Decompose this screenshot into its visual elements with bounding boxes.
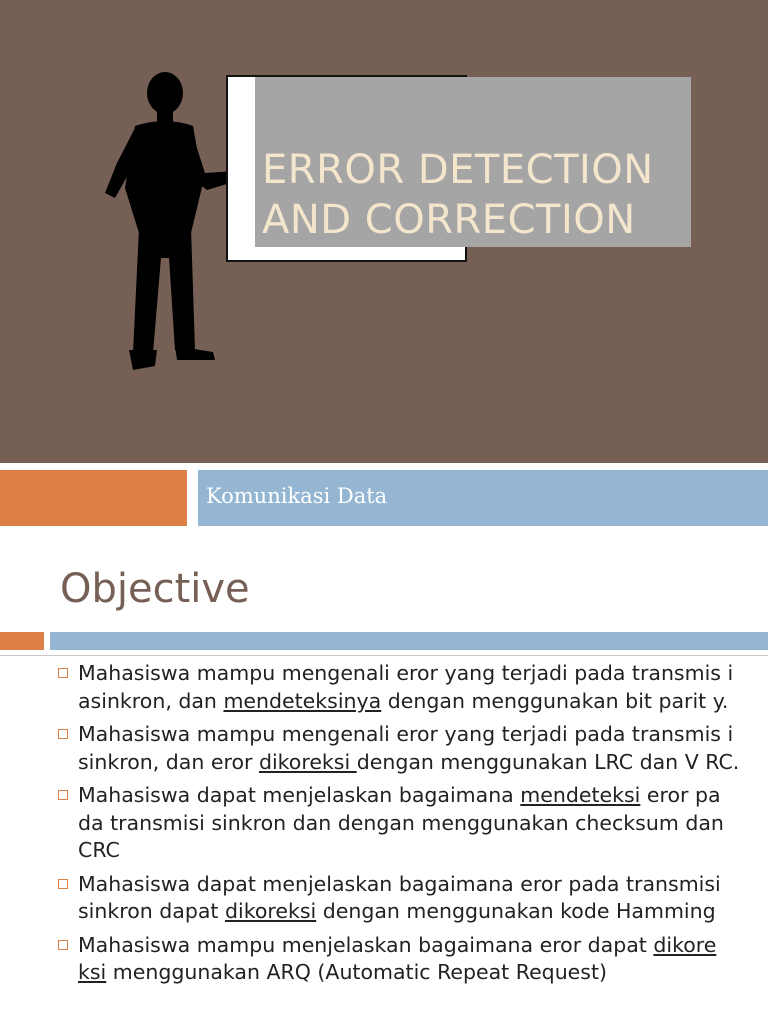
title-slide [0,0,768,463]
underlined-term: dikore ksi [78,932,717,984]
list-item [58,932,748,987]
bullet-text: dengan menggunakan bit parit y. [381,688,729,713]
bullet-text: menggunakan ARQ (Automatic Repeat Request) [106,960,608,984]
accent-band-orange [0,470,187,526]
list-item [58,721,748,776]
list-item [58,660,748,715]
bullet-text: Mahasiswa dapat menjelaskan bagaimana eror pada transmisi sinkron dapat [78,871,721,923]
underlined-term: mendeteksi [520,783,641,807]
slide-title-line2: AND CORRECTION [262,197,636,243]
bullet-text: eror pa da transmisi sinkron dan dengan menggunakan checksum dan CRC [78,783,724,862]
bullet-text: Mahasiswa mampu mengenali eror yang terjadi pada transmis i asinkron, dan [78,661,734,713]
list-item [58,782,748,865]
slide-title [262,145,692,245]
slide-title-line1: ERROR DETECTION [262,147,654,193]
underlined-term: dikoreksi [224,899,317,923]
objective-list [58,660,748,993]
bullet-square-icon [58,729,68,739]
bullet-text: Mahasiswa dapat menjelaskan bagaimana [78,783,521,807]
heading-bar-orange [0,632,44,650]
bullet-square-icon [58,940,68,950]
underlined-term: mendeteksinya [223,688,382,713]
bullet-square-icon [58,668,68,678]
underlined-term: dikoreksi [258,749,357,774]
bullet-square-icon [58,790,68,800]
slide-subtitle: Komunikasi Data [206,484,388,508]
bullet-text: Mahasiswa mampu menjelaskan bagaimana eror dapat [78,932,654,957]
list-item [58,871,748,926]
objective-heading: Objective [60,566,250,612]
bullet-text: Mahasiswa mampu mengenali eror yang terjadi pada transmis i sinkron, dan eror [78,722,734,774]
bullet-text: dengan menggunakan kode Hamming [316,899,716,923]
heading-bar-blue [50,632,768,650]
bullet-text: dengan menggunakan LRC dan V RC. [356,749,740,774]
bullet-square-icon [58,879,68,889]
divider [0,655,768,656]
